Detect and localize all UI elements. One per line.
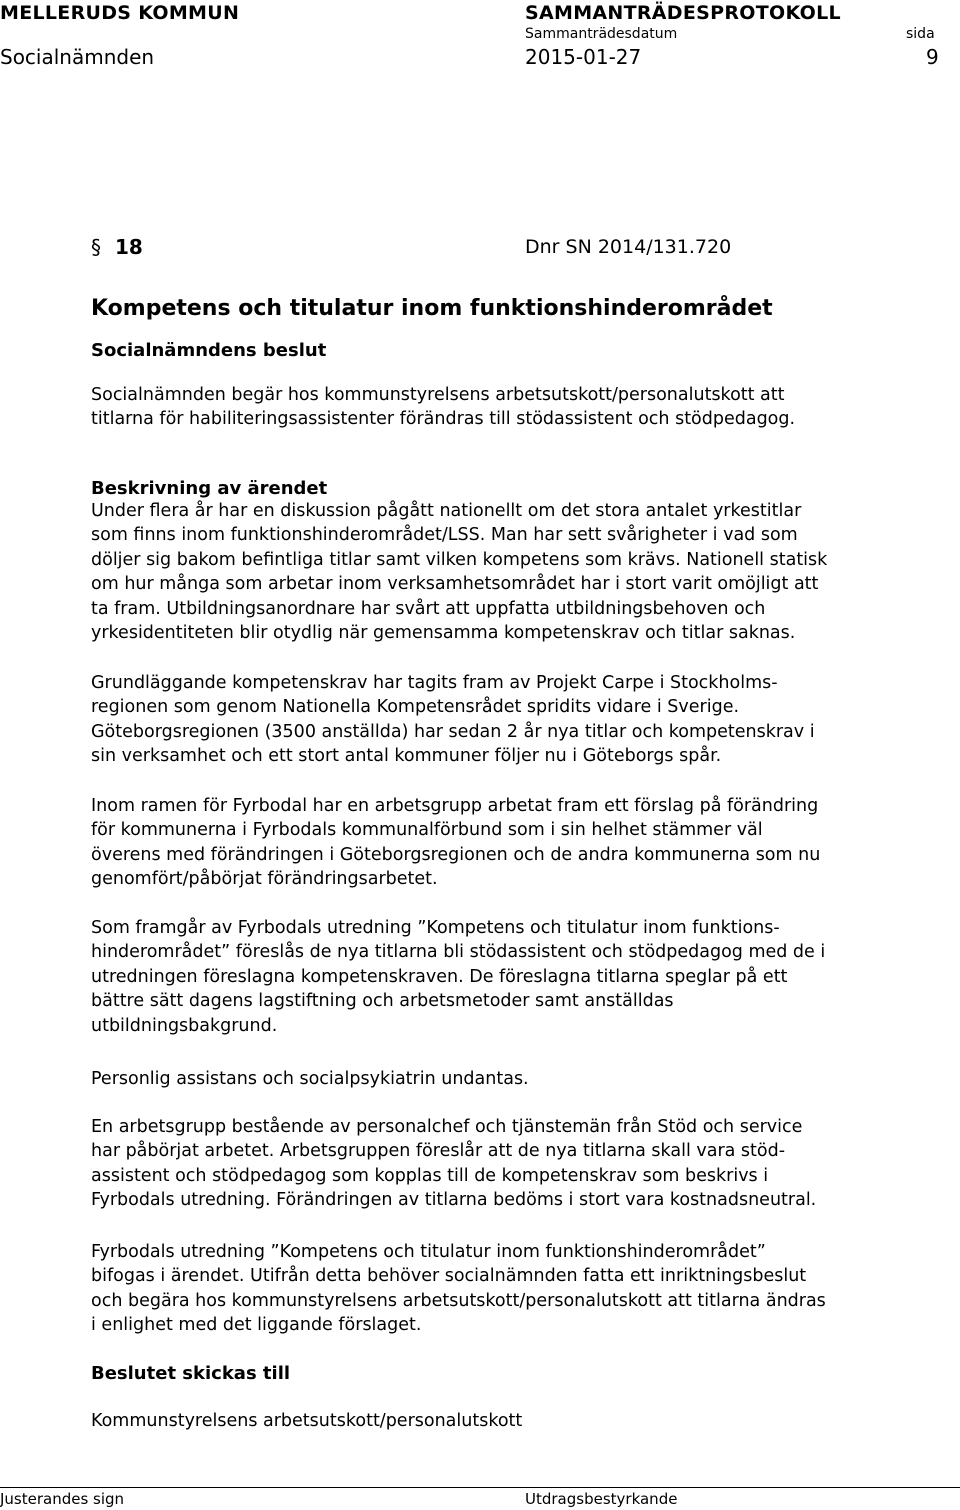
text-line: hinderområdet” föreslås de nya titlarna bli stödassistent och stödpedagog med de i bbox=[91, 942, 826, 963]
description-paragraph-5 bbox=[91, 1067, 951, 1091]
footer-utdragsbestyrkande: Utdragsbestyrkande bbox=[525, 1490, 678, 1508]
page-label: sida bbox=[906, 26, 935, 42]
text-line: utbildningsbakgrund. bbox=[91, 1015, 278, 1036]
text-line: bättre sätt dagens lagstiftning och arbetsmetoder samt anställdas bbox=[91, 991, 674, 1012]
date-label: Sammanträdesdatum bbox=[525, 26, 678, 42]
sent-to-recipient: Kommunstyrelsens arbetsutskott/personalutskott bbox=[91, 1411, 523, 1431]
page-number: 9 bbox=[926, 45, 939, 69]
footer-justerandes-sign: Justerandes sign bbox=[0, 1490, 125, 1508]
text-line: titlarna för habiliteringsassistenter förändras till stödassistent och stödpedagog. bbox=[91, 409, 796, 430]
text-line: ta fram. Utbildningsanordnare har svårt att uppfatta utbildningsbehoven och bbox=[91, 598, 766, 619]
doc-type: SAMMANTRÄDESPROTOKOLL bbox=[525, 2, 841, 24]
committee-name: Socialnämnden bbox=[0, 45, 155, 69]
description-heading: Beskrivning av ärendet bbox=[91, 478, 328, 499]
description-paragraph-7 bbox=[91, 1240, 951, 1338]
text-line: om hur många som arbetar inom verksamhetsområdet har i stort varit omöjligt att bbox=[91, 574, 819, 595]
dnr: Dnr SN 2014/131.720 bbox=[525, 236, 732, 258]
text-line: yrkesidentiteten blir otydlig när gemensamma kompetenskrav och titlar saknas. bbox=[91, 623, 796, 644]
page-title: Kompetens och titulatur inom funktionshinderområdet bbox=[91, 296, 773, 321]
org-name: MELLERUDS KOMMUN bbox=[0, 2, 240, 24]
text-line: utredningen föreslagna kompetenskraven. De föreslagna titlarna speglar på ett bbox=[91, 966, 788, 987]
text-line: sin verksamhet och ett stort antal kommuner följer nu i Göteborgs spår. bbox=[91, 746, 722, 767]
text-line: regionen som genom Nationella Kompetensrådet spridits vidare i Sverige. bbox=[91, 697, 740, 718]
text-line: Grundläggande kompetenskrav har tagits fram av Projekt Carpe i Stockholms- bbox=[91, 673, 778, 693]
text-line: genomfört/påbörjat förändringsarbetet. bbox=[91, 869, 438, 890]
decision-heading: Socialnämndens beslut bbox=[91, 340, 327, 361]
meeting-date: 2015-01-27 bbox=[525, 45, 642, 69]
item-heading bbox=[91, 235, 143, 259]
decision-text bbox=[91, 383, 951, 432]
footer-divider bbox=[0, 1487, 960, 1488]
text-line: Som framgår av Fyrbodals utredning ”Kompetens och titulatur inom funktions- bbox=[91, 918, 780, 938]
text-line: för kommunerna i Fyrbodals kommunalförbund som i sin helhet stämmer väl bbox=[91, 820, 763, 841]
text-line: som finns inom funktionshinderområdet/LSS. Man har sett svårigheter i vad som bbox=[91, 525, 798, 546]
text-line: döljer sig bakom befintliga titlar samt vilken kompetens som krävs. Nationell statisk bbox=[91, 549, 828, 570]
text-line: Under flera år har en diskussion pågått nationellt om det stora antalet yrkestitlar bbox=[91, 501, 802, 521]
text-line: En arbetsgrupp bestående av personalchef och tjänstemän från Stöd och service bbox=[91, 1117, 803, 1137]
text-line: Fyrbodals utredning. Förändringen av titlarna bedöms i stort vara kostnadsneutral. bbox=[91, 1190, 817, 1211]
description-paragraph-3 bbox=[91, 794, 951, 892]
text-line: Personlig assistans och socialpsykiatrin undantas. bbox=[91, 1069, 529, 1089]
text-line: Göteborgsregionen (3500 anställda) har sedan 2 år nya titlar och kompetenskrav i bbox=[91, 721, 815, 742]
text-line: Inom ramen för Fyrbodal har en arbetsgrupp arbetat fram ett förslag på förändring bbox=[91, 796, 819, 816]
text-line: assistent och stödpedagog som kopplas till de kompetenskrav som beskrivs i bbox=[91, 1165, 769, 1186]
text-line: överens med förändringen i Göteborgsregionen och de andra kommunerna som nu bbox=[91, 844, 821, 865]
sent-to-heading: Beslutet skickas till bbox=[91, 1363, 291, 1384]
paragraph-symbol: § bbox=[91, 235, 101, 259]
text-line: har påbörjat arbetet. Arbetsgruppen föreslår att de nya titlarna skall vara stöd- bbox=[91, 1141, 786, 1162]
description-paragraph-1 bbox=[91, 499, 951, 645]
item-number: 18 bbox=[115, 235, 143, 259]
description-paragraph-4 bbox=[91, 916, 951, 1038]
text-line: Socialnämnden begär hos kommunstyrelsens arbetsutskott/personalutskott att bbox=[91, 385, 785, 405]
description-paragraph-6 bbox=[91, 1115, 951, 1213]
text-line: och begära hos kommunstyrelsens arbetsutskott/personalutskott att titlarna ändras bbox=[91, 1290, 826, 1311]
text-line: bifogas i ärendet. Utifrån detta behöver socialnämnden fatta ett inriktningsbeslut bbox=[91, 1266, 807, 1287]
description-paragraph-2 bbox=[91, 671, 951, 769]
text-line: Fyrbodals utredning ”Kompetens och titulatur inom funktionshinderområdet” bbox=[91, 1242, 766, 1262]
text-line: i enlighet med det liggande förslaget. bbox=[91, 1315, 422, 1336]
